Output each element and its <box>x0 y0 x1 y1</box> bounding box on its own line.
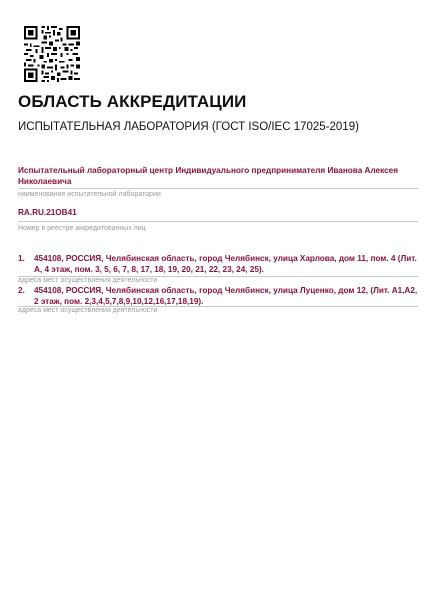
address-text: 454108, РОССИЯ, Челябинская область, город Челябинск, улица Луценко, дом 12, (Лит. А1,А2, 2 этаж, пом. 2,3,4,5,7,8,9,10,12,16,17,18,19). <box>34 286 418 306</box>
registry-number-divider <box>18 221 418 222</box>
address-list-2 <box>18 285 420 307</box>
registry-number: RA.RU.21ОВ41 <box>18 208 77 217</box>
address-item <box>18 253 420 275</box>
address-text: 454108, РОССИЯ, Челябинская область, город Челябинск, улица Харлова, дом 11, пом. 4 (Лит. А, 4 этаж, пом. 3, 5, 6, 7, 8, 17, 18, 19, 20, 21, 22, 23, 24, 25). <box>34 254 417 274</box>
address-1-caption: адреса мест осуществления деятельности <box>18 277 158 284</box>
address-2-caption: адреса мест осуществления деятельности <box>18 307 158 314</box>
address-number: 2. <box>18 286 25 295</box>
registry-number-caption: Номер в реестре аккредитованных лиц <box>18 225 146 232</box>
lab-name-divider <box>18 188 418 189</box>
address-number: 1. <box>18 254 25 263</box>
lab-name-caption: наименование испытательной лаборатории <box>18 191 161 198</box>
address-item <box>18 285 420 307</box>
qr-code-icon <box>24 26 80 82</box>
page-subtitle: ИСПЫТАТЕЛЬНАЯ ЛАБОРАТОРИЯ (ГОСТ ISO/IEC 17025-2019) <box>18 121 359 133</box>
address-list <box>18 253 420 275</box>
lab-name: Испытательный лабораторный центр Индивидуального предпринимателя Иванова Алексея Николаевича <box>18 166 398 186</box>
page-title: ОБЛАСТЬ АККРЕДИТАЦИИ <box>18 92 247 111</box>
